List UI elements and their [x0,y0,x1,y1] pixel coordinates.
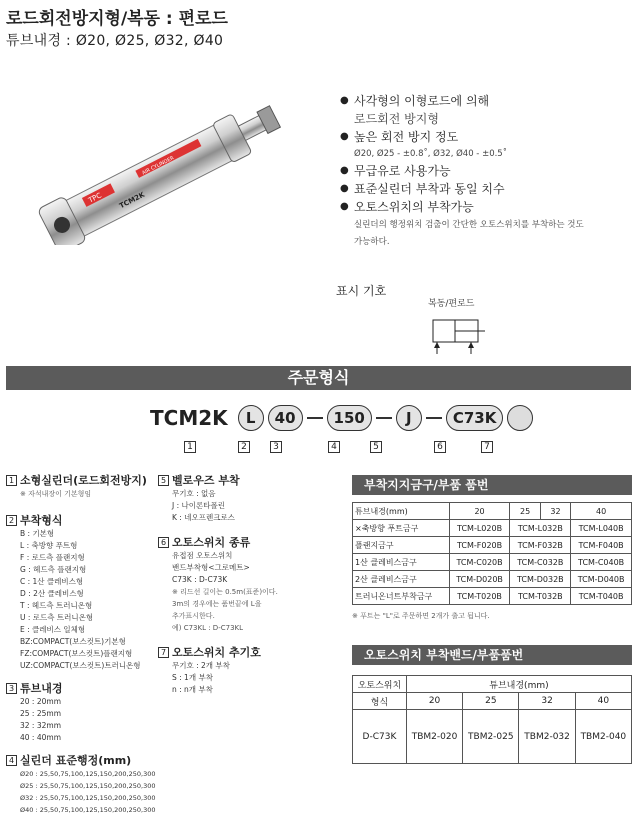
code-number: 1 [184,441,196,453]
table-header-row: 형식 20 25 32 40 [353,693,632,710]
option-section: 1 소형실린더(로드회전방지) [6,472,156,488]
code-number: 3 [270,441,282,453]
model-base: TCM2K [150,406,228,430]
option-section: 5 벨로우즈 부착 [158,472,343,488]
cylinder-photo [30,105,295,245]
model-code [150,403,533,433]
brand-label: TPC [87,191,103,205]
feature-item: ● 표준실린더 부착과 동일 치수 [340,180,635,198]
code-part: J [396,405,422,431]
table-title: 오토스위치 부착밴드/부품품번 [352,645,632,665]
code-number: 6 [434,441,446,453]
page-title: 로드회전방지형/복동 : 편로드 [6,9,228,29]
code-part [507,405,533,431]
table-row: 1산 클레비스금구 TCM-C020B TCM-C032B TCM-C040B [353,554,632,571]
feature-list [340,92,635,250]
code-part: C73K [446,405,504,431]
table-row: 트러니온너트부착금구 TCM-T020B TCM-T032B TCM-T040B [353,588,632,605]
feature-item: ● 높은 회전 방지 정도 [340,128,635,146]
feature-detail: 가능하다. [354,237,390,247]
table-note: ※ 푸트는 "L"로 주문하면 2개가 출고 됩니다. [352,612,490,620]
code-dash [426,417,442,419]
model-label: TCM2K [118,190,147,211]
table-title: 부착지지금구/부품 품번 [352,475,632,495]
order-options-left: 1 소형실린더(로드회전방지) ※ 자석내장이 기본형임 2 부착형식 B : 기본형 L : 축방향 푸트형 F : 로드측 플랜지형 G : 헤드측 플랜지형 C : 1산 클레비스형 D : 2산 클레비스형 T : 헤드측 트러니온형 U : 로드측 트러니온형 E : 클레비스 일체형 BZ:COMPACT(보스컷트)기본형 FZ:COMPACT(보스컷트)플랜지형 UZ:COMPACT(보스컷트)트러니온형 3 튜브내경 20 : 20mm 25 : 25mm 32 : 32mm 40 : 40mm 4 실린더 표준행정(mm) Ø20 : 25,50,75,100,125,150,200,250,300 Ø25 : 25,50,75,100,125,150,200,250,300 Ø32 : 25,50,75,100,125,150,200,250,300 Ø40 : 25,50,75,100,125,150,200,250,300 [6,472,156,816]
mount-parts-table [352,475,632,621]
option-section: 6 오토스위치 종류 [158,534,343,550]
feature-item: ● 무급유로 사용가능 [340,162,635,180]
table-header-row: 오토스위치 튜브내경(mm) [353,676,632,693]
feature-detail: Ø20, Ø25 - ±0.8˚, Ø32, Ø40 - ±0.5˚ [354,149,507,159]
table-row: 플랜지금구 TCM-F020B TCM-F032B TCM-F040B [353,537,632,554]
table-row: ×축방향 푸트금구 TCM-L020B TCM-L032B TCM-L040B [353,520,632,537]
code-number: 5 [370,441,382,453]
symbol-label: 표시 기호 [336,284,387,298]
page-subtitle: 튜브내경 : Ø20, Ø25, Ø32, Ø40 [6,33,224,49]
table-header-row: 튜브내경(mm) 20 25 32 40 [353,503,632,520]
order-banner: 주문형식 [6,366,631,390]
order-options-mid: 5 벨로우즈 부착 무기호 : 없음 J : 나이론타폴린 K : 네오프렌크로스 6 오토스위치 종류 유접점 오토스위치 밴드부착형<그로메트> C73K : D-C73K ※ 리드선 길이는 0.5m(표준)이다. 3m의 경우에는 품번끝에 L을 추가표시한다. 예) C73KL : D-C73KL 7 오토스위치 추기호 무기호 : 2개 부착 S : 1개 부착 n : n개 부착 [158,472,343,696]
code-number: 2 [238,441,250,453]
table-row: 2산 클레비스금구 TCM-D020B TCM-D032B TCM-D040B [353,571,632,588]
option-section: 3 튜브내경 [6,680,156,696]
feature-detail: 실린더의 행정위치 검출이 간단한 오토스위치를 부착하는 것도 [354,220,584,230]
switch-band-table [352,645,632,764]
code-part: 150 [327,405,372,431]
product-label: AIR CYLINDER [141,155,176,177]
option-section: 7 오토스위치 추기호 [158,644,343,660]
code-part: L [238,405,264,431]
code-number: 7 [481,441,493,453]
code-number: 4 [328,441,340,453]
table-row: D-C73K TBM2-020 TBM2-025 TBM2-032 TBM2-040 [353,710,632,764]
symbol-caption: 복동/편로드 [428,299,475,309]
cylinder-symbol-icon [425,312,495,357]
code-dash [376,417,392,419]
option-section: 4 실린더 표준행정(mm) [6,752,156,768]
feature-item: ● 사각형의 이형로드에 의해 [340,92,635,110]
option-section: 2 부착형식 [6,512,156,528]
code-part: 40 [268,405,303,431]
feature-continuation: 로드회전 방지형 [354,112,439,126]
code-dash [307,417,323,419]
feature-item: ● 오토스위치의 부착가능 [340,198,635,216]
